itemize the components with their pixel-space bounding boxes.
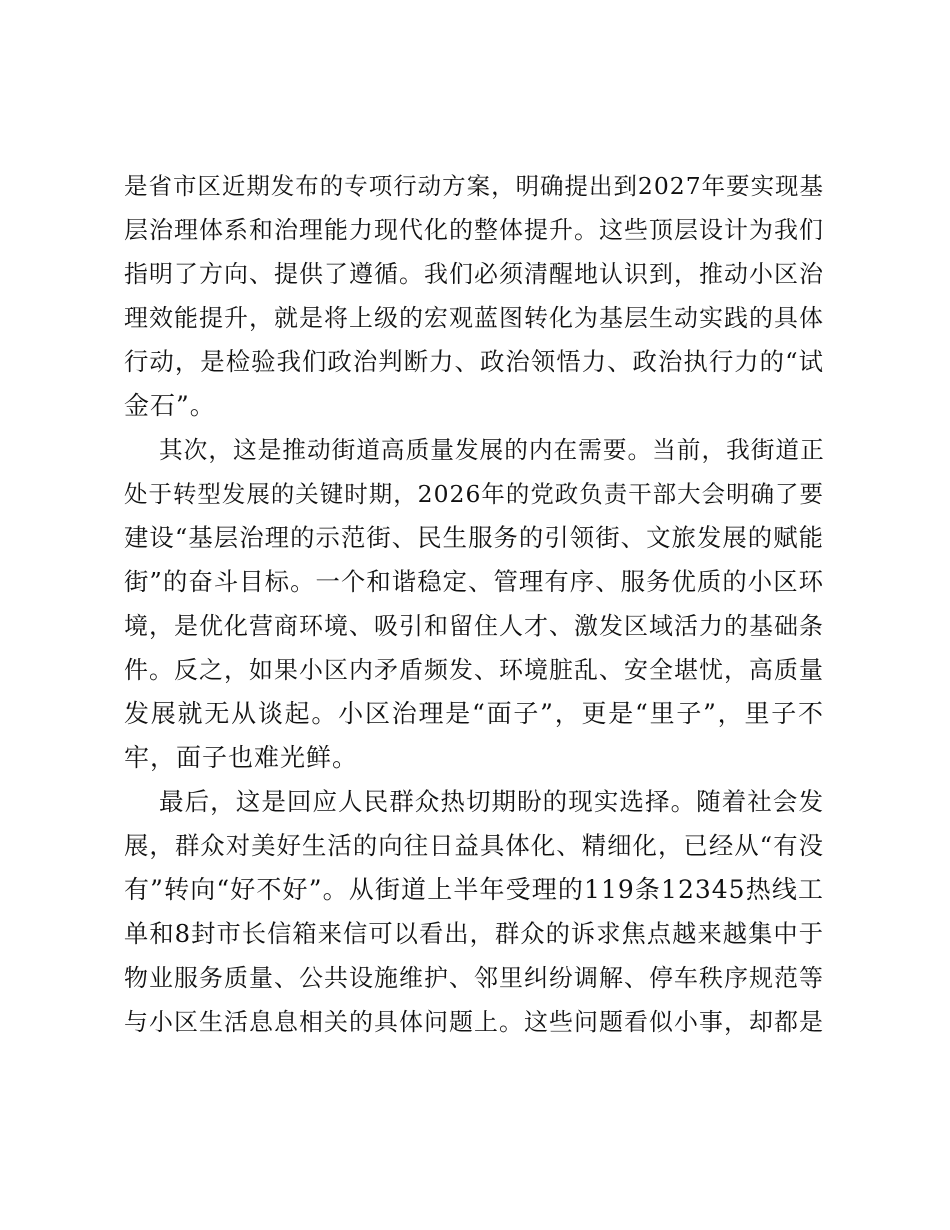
paragraph-1-line-5: 行动，是检验我们政治判断力、政治领悟力、政治执行力的“试: [124, 347, 824, 376]
paragraph-3-line-1: 最后，这是回应人民群众热切期盼的现实选择。随着社会发: [159, 787, 824, 816]
paragraph-1-line-4: 理效能提升，就是将上级的宏观蓝图转化为基层生动实践的具体: [124, 304, 824, 332]
paragraph-2-line-8: 牢，面子也难光鲜。: [124, 743, 359, 772]
paragraph-3-line-5: 物业服务质量、公共设施维护、邻里纠纷调解、停车秩序规范等: [124, 964, 824, 992]
paragraph-2-line-5: 境，是优化营商环境、吸引和留住人才、激发区域活力的基础条: [124, 612, 824, 640]
paragraph-2-line-2: 处于转型发展的关键时期，2026年的党政负责干部大会明确了要: [124, 480, 824, 508]
paragraph-1-line-2: 层治理体系和治理能力现代化的整体提升。这些顶层设计为我们: [124, 216, 824, 244]
paragraph-3-line-3: 有”转向“好不好”。从街道上半年受理的119条12345热线工: [124, 875, 824, 904]
paragraph-3-line-2: 展，群众对美好生活的向往日益具体化、精细化，已经从“有没: [124, 831, 824, 860]
body-text: [124, 164, 824, 1044]
paragraph-2-line-7: 发展就无从谈起。小区治理是“面子”，更是“里子”，里子不: [124, 699, 824, 728]
paragraph-2-line-3: 建设“基层治理的示范街、民生服务的引领街、文旅发展的赋能: [124, 523, 824, 552]
paragraph-3-line-4: 单和8封市长信箱来信可以看出，群众的诉求焦点越来越集中于: [124, 919, 824, 948]
paragraph-2-line-6: 件。反之，如果小区内矛盾频发、环境脏乱、安全堪忧，高质量: [124, 656, 824, 684]
paragraph-1-line-6: 金石”。: [124, 391, 216, 420]
paragraph-2-line-1: 其次，这是推动街道高质量发展的内在需要。当前，我街道正: [159, 436, 825, 464]
paragraph-1-line-3: 指明了方向、提供了遵循。我们必须清醒地认识到，推动小区治: [124, 260, 824, 288]
paragraph-3-line-6: 与小区生活息息相关的具体问题上。这些问题看似小事，却都是: [124, 1008, 824, 1036]
paragraph-2-line-4: 街”的奋斗目标。一个和谐稳定、管理有序、服务优质的小区环: [124, 567, 824, 596]
paragraph-1-line-1: 是省市区近期发布的专项行动方案，明确提出到2027年要实现基: [124, 172, 824, 200]
